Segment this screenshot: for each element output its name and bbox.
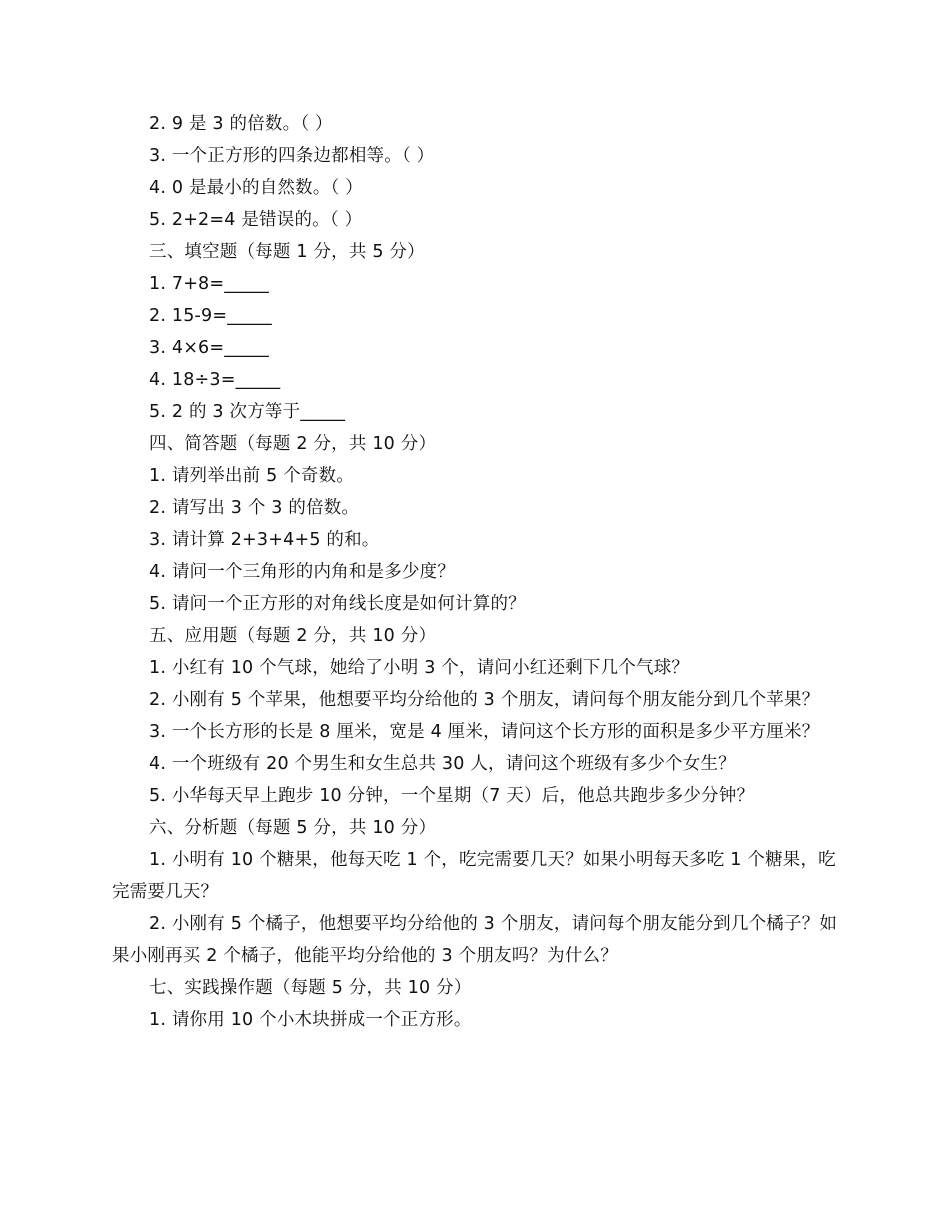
section-heading-fill-in: 三、填空题（每题 1 分，共 5 分） (149, 242, 425, 262)
question-application-4: 4. 一个班级有 20 个男生和女生总共 30 人，请问这个班级有多少个女生？ (149, 754, 736, 774)
question-short-answer-3: 3. 请计算 2+3+4+5 的和。 (149, 530, 380, 550)
question-short-answer-1: 1. 请列举出前 5 个奇数。 (149, 466, 355, 486)
question-short-answer-4: 4. 请问一个三角形的内角和是多少度？ (149, 562, 456, 582)
section-heading-short-answer: 四、简答题（每题 2 分，共 10 分） (149, 434, 437, 454)
question-application-2: 2. 小刚有 5 个苹果，他想要平均分给他的 3 个朋友，请问每个朋友能分到几个苹果？ (149, 690, 820, 710)
section-heading-application: 五、应用题（每题 2 分，共 10 分） (149, 626, 437, 646)
question-application-1: 1. 小红有 10 个气球，她给了小明 3 个，请问小红还剩下几个气球？ (149, 658, 690, 678)
question-true-false-3: 3. 一个正方形的四条边都相等。（ ） (149, 146, 435, 166)
question-true-false-2: 2. 9 是 3 的倍数。（ ） (149, 114, 333, 134)
question-application-3: 3. 一个长方形的长是 8 厘米，宽是 4 厘米，请问这个长方形的面积是多少平方厘米？ (149, 722, 820, 742)
question-application-5: 5. 小华每天早上跑步 10 分钟，一个星期（7 天）后，他总共跑步多少分钟？ (149, 786, 755, 806)
question-practice-1: 1. 请你用 10 个小木块拼成一个正方形。 (149, 1010, 472, 1030)
question-true-false-5: 5. 2+2=4 是错误的。（ ） (149, 210, 363, 230)
question-analysis-2: 2. 小刚有 5 个橘子，他想要平均分给他的 3 个朋友，请问每个朋友能分到几个橘子？如果小刚再买 2 个橘子，他能平均分给他的 3 个朋友吗？为什么？ (112, 914, 838, 966)
question-analysis-1: 1. 小明有 10 个糖果，他每天吃 1 个，吃完需要几天？如果小明每天多吃 1 个糖果，吃完需要几天？ (112, 850, 836, 902)
document-body (112, 108, 842, 1036)
question-fill-in-3: 3. 4×6=_____ (149, 338, 270, 358)
question-true-false-4: 4. 0 是最小的自然数。（ ） (149, 178, 363, 198)
question-short-answer-2: 2. 请写出 3 个 3 的倍数。 (149, 498, 360, 518)
section-heading-analysis: 六、分析题（每题 5 分，共 10 分） (149, 818, 437, 838)
question-fill-in-1: 1. 7+8=_____ (149, 274, 270, 294)
question-fill-in-4: 4. 18÷3=_____ (149, 370, 281, 390)
question-fill-in-5: 5. 2 的 3 次方等于_____ (149, 402, 346, 422)
question-short-answer-5: 5. 请问一个正方形的对角线长度是如何计算的？ (149, 594, 526, 614)
section-heading-practice: 七、实践操作题（每题 5 分，共 10 分） (149, 978, 472, 998)
question-fill-in-2: 2. 15-9=_____ (149, 306, 272, 326)
